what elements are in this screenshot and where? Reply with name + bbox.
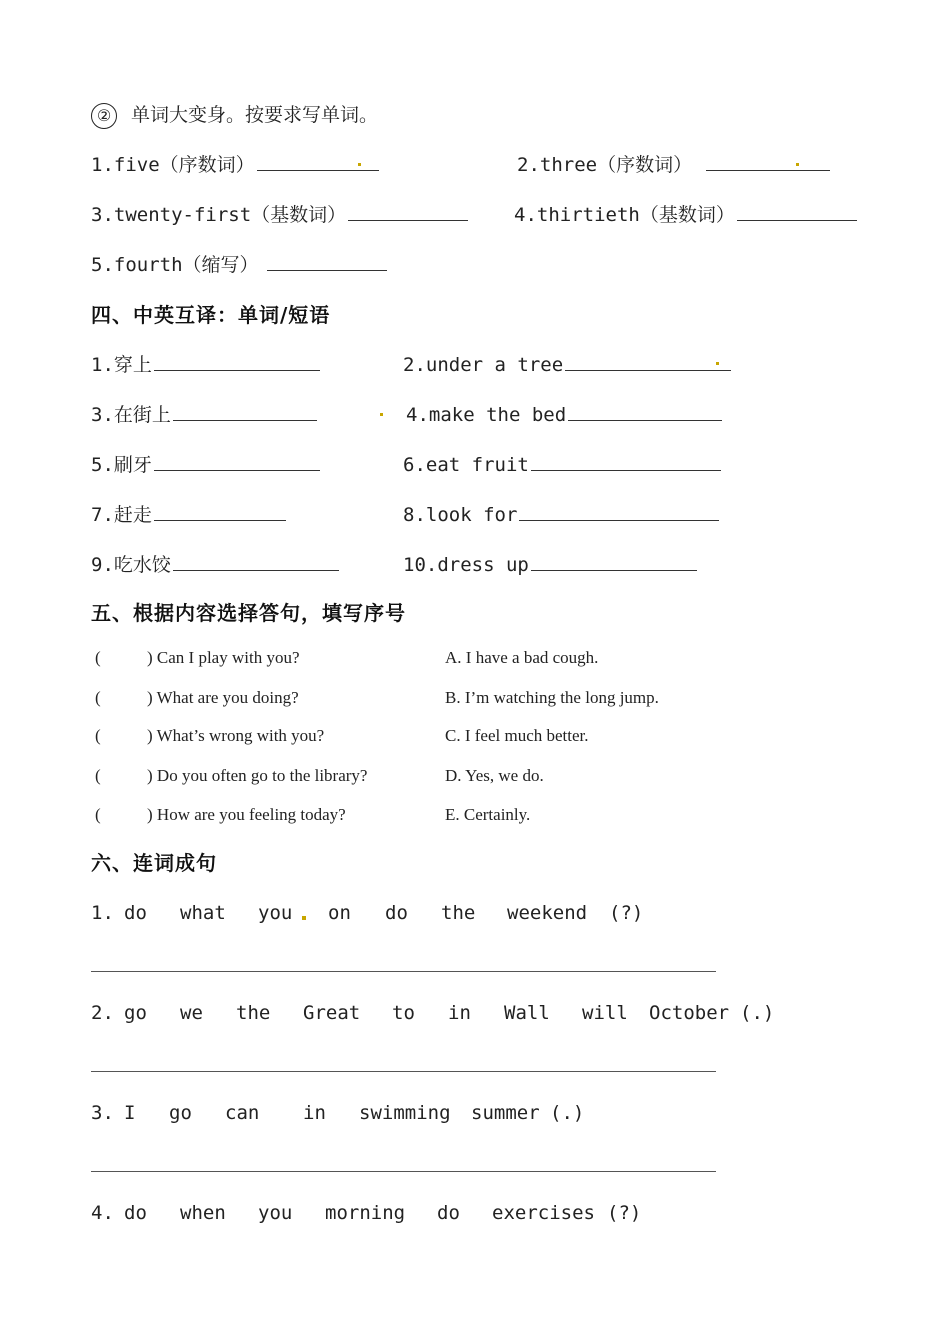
item-label: 2.three（序数词）	[517, 154, 693, 176]
scrambled-word: do	[437, 1202, 460, 1224]
sentence-number: 2.	[91, 1002, 114, 1024]
item-label: 7.赶走	[91, 504, 152, 526]
scrambled-word: we	[180, 1002, 203, 1024]
scrambled-word: in	[448, 1002, 471, 1024]
paren-open: (	[95, 648, 101, 667]
scrambled-word: exercises	[492, 1202, 595, 1224]
item-label: 1.five（序数词）	[91, 154, 255, 176]
item-label: 9.吃水饺	[91, 554, 171, 576]
circled-number: ②	[91, 103, 117, 129]
item-label: 10.dress up	[403, 554, 529, 576]
decorative-dot	[302, 916, 306, 920]
translate-item	[403, 550, 697, 580]
item-label: 5.fourth（缩写）	[91, 254, 259, 276]
scrambled-word: Great	[303, 1002, 361, 1024]
word-item-2	[517, 150, 830, 180]
scrambled-word: October	[649, 1002, 730, 1024]
paren-open: (	[95, 726, 101, 745]
translate-item	[91, 500, 286, 530]
punctuation: (.)	[550, 1102, 585, 1124]
translate-item	[91, 450, 320, 480]
item-label: 3.twenty-first（基数词）	[91, 204, 347, 226]
scrambled-word: morning	[325, 1202, 406, 1224]
answer-blank[interactable]	[154, 500, 286, 521]
scrambled-word: summer	[471, 1102, 540, 1124]
decorative-dot	[796, 163, 799, 166]
answer-blank[interactable]	[173, 400, 317, 421]
punctuation: (?)	[609, 902, 644, 924]
sentence-number: 4.	[91, 1202, 114, 1224]
answer-blank[interactable]	[154, 350, 320, 371]
answer-line-3[interactable]	[91, 1170, 716, 1172]
question-1: ) Can I play with you?	[147, 648, 300, 667]
word-item-4	[514, 200, 857, 230]
answer-d: D. Yes, we do.	[445, 766, 544, 785]
answer-blank[interactable]	[519, 500, 719, 521]
answer-blank[interactable]	[706, 150, 830, 171]
item-label: 8.look for	[403, 504, 518, 526]
scrambled-word: do	[124, 1202, 147, 1224]
translate-item	[91, 550, 339, 580]
section4-title: 四、中英互译：单词/短语	[91, 303, 331, 327]
section3-heading	[91, 100, 378, 130]
scrambled-word: weekend	[507, 902, 588, 924]
punctuation: (.)	[740, 1002, 775, 1024]
question-4: ) Do you often go to the library?	[147, 766, 368, 785]
answer-a: A. I have a bad cough.	[445, 648, 599, 667]
answer-blank[interactable]	[531, 450, 721, 471]
scrambled-word: do	[124, 902, 147, 924]
paren-open: (	[95, 688, 101, 707]
question-2: ) What are you doing?	[147, 688, 299, 707]
decorative-dot	[380, 413, 383, 416]
scrambled-word: what	[180, 902, 226, 924]
item-label: 3.在街上	[91, 404, 171, 426]
paren-open: (	[95, 766, 101, 785]
answer-blank[interactable]	[154, 450, 320, 471]
answer-blank[interactable]	[257, 150, 379, 171]
section6-title: 六、连词成句	[91, 851, 217, 875]
scrambled-word: you	[258, 1202, 293, 1224]
translate-item	[403, 500, 719, 530]
translate-item	[403, 450, 721, 480]
punctuation: (?)	[607, 1202, 642, 1224]
scrambled-word: you	[258, 902, 293, 924]
item-label: 5.刷牙	[91, 454, 152, 476]
translate-item	[403, 350, 731, 380]
answer-c: C. I feel much better.	[445, 726, 589, 745]
scrambled-word: I	[124, 1102, 136, 1124]
answer-e: E. Certainly.	[445, 805, 531, 824]
answer-line-1[interactable]	[91, 970, 716, 972]
scrambled-word: when	[180, 1202, 226, 1224]
scrambled-word: to	[392, 1002, 415, 1024]
answer-line-2[interactable]	[91, 1070, 716, 1072]
scrambled-word: on	[328, 902, 351, 924]
translate-item	[91, 400, 317, 430]
answer-blank[interactable]	[565, 350, 731, 371]
decorative-dot	[716, 362, 719, 365]
scrambled-word: the	[441, 902, 476, 924]
answer-blank[interactable]	[531, 550, 697, 571]
item-label: 4.make the bed	[406, 404, 567, 426]
translate-item	[406, 400, 722, 430]
item-label: 2.under a tree	[403, 354, 564, 376]
answer-blank[interactable]	[348, 200, 468, 221]
scrambled-word: the	[236, 1002, 271, 1024]
scrambled-word: in	[303, 1102, 326, 1124]
scrambled-word: Wall	[504, 1002, 550, 1024]
section3-heading-row	[0, 100, 950, 130]
item-label: 1.穿上	[91, 354, 152, 376]
answer-b: B. I’m watching the long jump.	[445, 688, 659, 707]
word-item-1	[91, 150, 379, 180]
scrambled-word: will	[582, 1002, 628, 1024]
scrambled-word: can	[225, 1102, 260, 1124]
answer-blank[interactable]	[568, 400, 722, 421]
question-3: ) What’s wrong with you?	[147, 726, 325, 745]
scrambled-word: go	[124, 1002, 147, 1024]
answer-blank[interactable]	[737, 200, 857, 221]
sentence-number: 3.	[91, 1102, 114, 1124]
scrambled-word: swimming	[359, 1102, 451, 1124]
item-label: 4.thirtieth（基数词）	[514, 204, 735, 226]
scrambled-word: do	[385, 902, 408, 924]
decorative-dot	[358, 163, 361, 166]
translate-item	[91, 350, 320, 380]
word-item-3	[91, 200, 468, 230]
scrambled-word: go	[169, 1102, 192, 1124]
item-label: 6.eat fruit	[403, 454, 529, 476]
word-item-5	[91, 250, 387, 280]
section5-title: 五、根据内容选择答句，填写序号	[91, 601, 406, 625]
paren-open: (	[95, 805, 101, 824]
question-5: ) How are you feeling today?	[147, 805, 346, 824]
sentence-number: 1.	[91, 902, 114, 924]
answer-blank[interactable]	[267, 250, 387, 271]
answer-blank[interactable]	[173, 550, 339, 571]
section3-title: 单词大变身。按要求写单词。	[131, 104, 379, 126]
